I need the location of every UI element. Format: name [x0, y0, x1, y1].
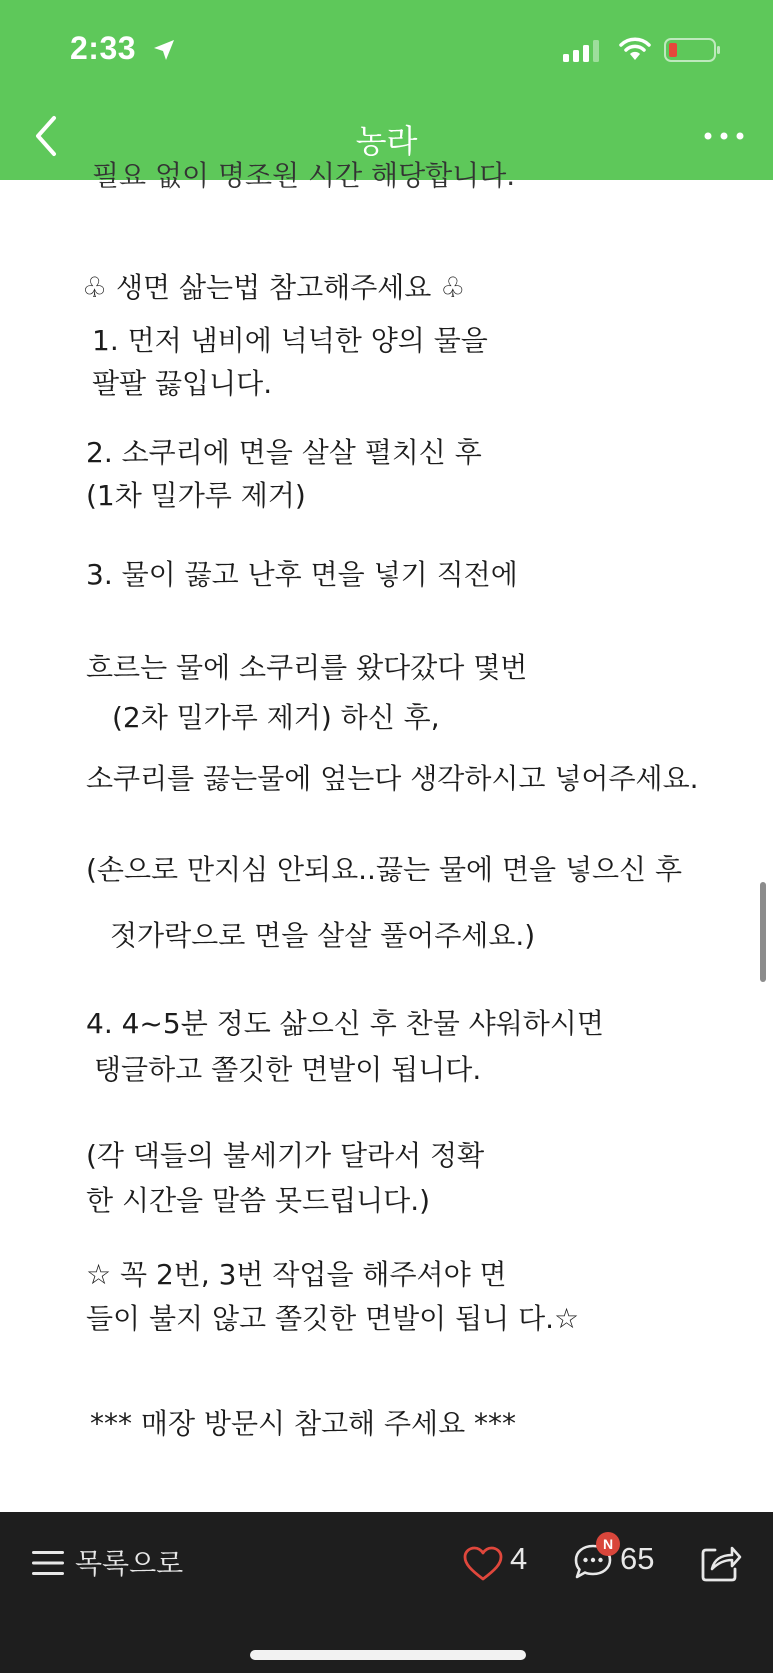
share-icon[interactable]: [700, 1542, 742, 1582]
cut-off-text-line: 필요 없이 명조원 시간 해당합니다.: [92, 159, 516, 192]
back-to-list-button[interactable]: 목록으로: [75, 1547, 184, 1580]
post-text-line: 2. 소쿠리에 면을 살살 펼치신 후: [86, 436, 482, 469]
signal-icon: [563, 40, 603, 62]
post-text-line: 탱글하고 쫄깃한 면발이 됩니다.: [94, 1053, 482, 1086]
menu-icon[interactable]: [32, 1550, 64, 1576]
post-text-line: 1. 먼저 냄비에 넉넉한 양의 물을: [92, 324, 488, 357]
page-title: 농라: [355, 123, 418, 159]
post-text-line: 젓가락으로 면을 살살 풀어주세요.): [110, 919, 536, 952]
battery-icon: [664, 38, 722, 62]
new-comment-badge: N: [596, 1532, 620, 1556]
status-time: 2:33: [70, 30, 137, 66]
comment-count: 65: [620, 1541, 655, 1576]
post-text-line: (각 댁들의 불세기가 달라서 정확: [86, 1139, 485, 1172]
post-text-line: 팔팔 끓입니다.: [92, 367, 273, 400]
post-text-line: 3. 물이 끓고 난후 면을 넣기 직전에: [86, 558, 518, 591]
post-text-line: 한 시간을 말씀 못드립니다.): [86, 1184, 431, 1217]
post-text-line: 흐르는 물에 소쿠리를 왔다갔다 몇번: [86, 651, 528, 684]
scrollbar[interactable]: [760, 882, 766, 982]
post-text-line: 들이 불지 않고 쫄깃한 면발이 됩니 다.☆: [86, 1302, 580, 1335]
bottom-toolbar: [0, 1512, 773, 1673]
post-text-line: *** 매장 방문시 참고해 주세요 ***: [90, 1407, 517, 1440]
location-arrow-icon: [152, 38, 176, 62]
post-text-line: 4. 4~5분 정도 삶으신 후 찬물 샤워하시면: [86, 1007, 604, 1040]
like-count: 4: [510, 1541, 528, 1576]
heart-icon[interactable]: [463, 1546, 503, 1582]
post-text-line: (2차 밀가루 제거) 하신 후,: [112, 701, 440, 734]
post-text-line: (1차 밀가루 제거): [86, 479, 306, 512]
post-text-line: ♧ 생면 삶는법 참고해주세요 ♧: [82, 271, 466, 304]
post-text-line: 소쿠리를 끓는물에 엎는다 생각하시고 넣어주세요.: [86, 762, 699, 795]
app-header: [0, 0, 773, 180]
post-text-line: (손으로 만지심 안되요..끓는 물에 면을 넣으신 후: [86, 853, 683, 886]
home-indicator: [250, 1650, 526, 1660]
post-content: [0, 159, 773, 1510]
post-text-line: ☆ 꼭 2번, 3번 작업을 해주셔야 면: [86, 1258, 507, 1291]
wifi-icon: [619, 36, 651, 62]
more-options-button[interactable]: [700, 126, 748, 146]
